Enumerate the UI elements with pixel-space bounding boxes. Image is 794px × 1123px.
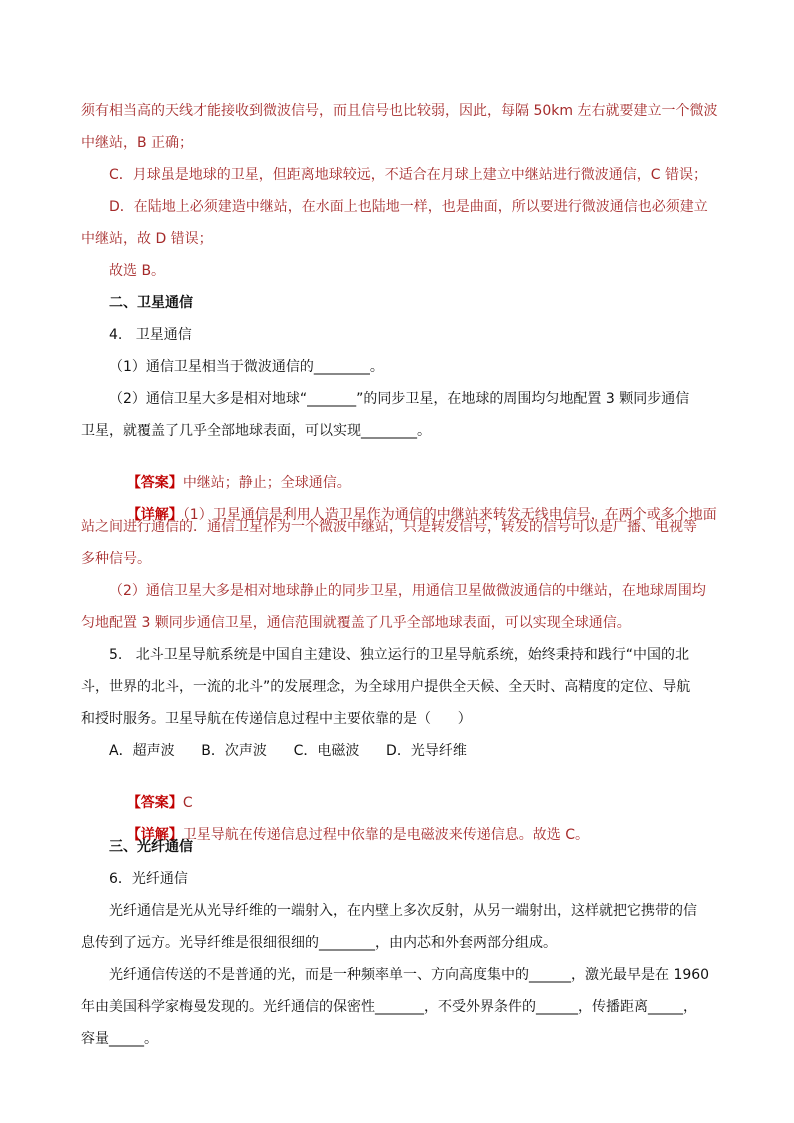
question-5-options: A．超声波 B．次声波 C．电磁波 D．光导纤维 [109, 743, 467, 759]
question-6-p2-line3: 容量_____。 [81, 1031, 158, 1047]
question-6-p2-line2: 年由美国科学家梅曼发现的。光纤通信的保密性_______，不受外界条件的______，传播距离_____， [81, 999, 697, 1015]
question-4-detail-line3: 多种信号。 [81, 551, 151, 567]
answer-text: C [182, 795, 193, 811]
question-4-title: 4. 卫星通信 [109, 327, 192, 343]
paragraph-d-line1: D．在陆地上必须建造中继站，在水面上也陆地一样，也是曲面，所以要进行微波通信也必须建立 [109, 199, 708, 215]
paragraph-choose: 故选 B。 [109, 263, 166, 279]
question-6-p2-line1: 光纤通信传送的不是普通的光，而是一种频率单一、方向高度集中的______，激光最早是在 1960 [109, 967, 710, 983]
question-5-line1: 5. 北斗卫星导航系统是中国自主建设、独立运行的卫星导航系统，始终秉持和践行“中国的北 [109, 647, 689, 663]
answer-text: 中继站；静止；全球通信。 [182, 475, 351, 491]
question-4-detail-line2: 站之间进行通信的．通信卫星作为一个微波中继站，只是转发信号，转发的信号可以是广播、电视等 [81, 519, 697, 535]
paragraph-b-line2: 中继站，B 正确； [81, 135, 194, 151]
section-heading-satellite: 二、卫星通信 [109, 295, 193, 311]
detail-text: 卫星导航在传递信息过程中依靠的是电磁波来传递信息。故选 C。 [182, 827, 590, 843]
question-4-detail2-line2: 匀地配置 3 颗同步通信卫星，通信范围就覆盖了几乎全部地球表面，可以实现全球通信。 [81, 615, 631, 631]
question-4-sub2-line1: （2）通信卫星大多是相对地球“_______”的同步卫星，在地球的周围均匀地配置 3 颗同步通信 [109, 391, 690, 407]
question-4-sub2-line2: 卫星，就覆盖了几乎全部地球表面，可以实现________。 [81, 423, 431, 439]
question-6-p1-line2: 息传到了远方。光导纤维是很细很细的________，由内芯和外套两部分组成。 [81, 935, 557, 951]
detail-tag: 【详解】 [126, 507, 183, 523]
paragraph-b-line1: 须有相当高的天线才能接收到微波信号，而且信号也比较弱，因此，每隔 50km 左右就要建立一个微波 [81, 103, 718, 119]
question-4-detail2-line1: （2）通信卫星大多是相对地球静止的同步卫星，用通信卫星做微波通信的中继站，在地球周围均 [109, 583, 706, 599]
paragraph-c: C．月球虽是地球的卫星，但距离地球较远，不适合在月球上建立中继站进行微波通信，C 错误； [109, 167, 707, 183]
answer-tag: 【答案】 [126, 795, 183, 811]
section-heading-optical-fiber: 三、光纤通信 [109, 839, 193, 855]
detail-tag: 【详解】 [126, 827, 183, 843]
question-6-title: 6．光纤通信 [109, 871, 188, 887]
question-5-line2: 斗，世界的北斗，一流的北斗”的发展理念，为全球用户提供全天候、全天时、高精度的定位、导航 [81, 679, 691, 695]
detail-text: （1）卫星通信是利用人造卫星作为通信的中继站来转发无线电信号，在两个或多个地面 [182, 507, 717, 523]
answer-tag: 【答案】 [126, 475, 183, 491]
paragraph-d-line2: 中继站，故 D 错误； [81, 231, 213, 247]
question-5-line3: 和授时服务。卫星导航在传递信息过程中主要依靠的是（ ） [81, 711, 472, 727]
question-4-sub1: （1）通信卫星相当于微波通信的________。 [109, 359, 384, 375]
question-6-p1-line1: 光纤通信是光从光导纤维的一端射入，在内壁上多次反射，从另一端射出，这样就把它携带的信 [109, 903, 697, 919]
